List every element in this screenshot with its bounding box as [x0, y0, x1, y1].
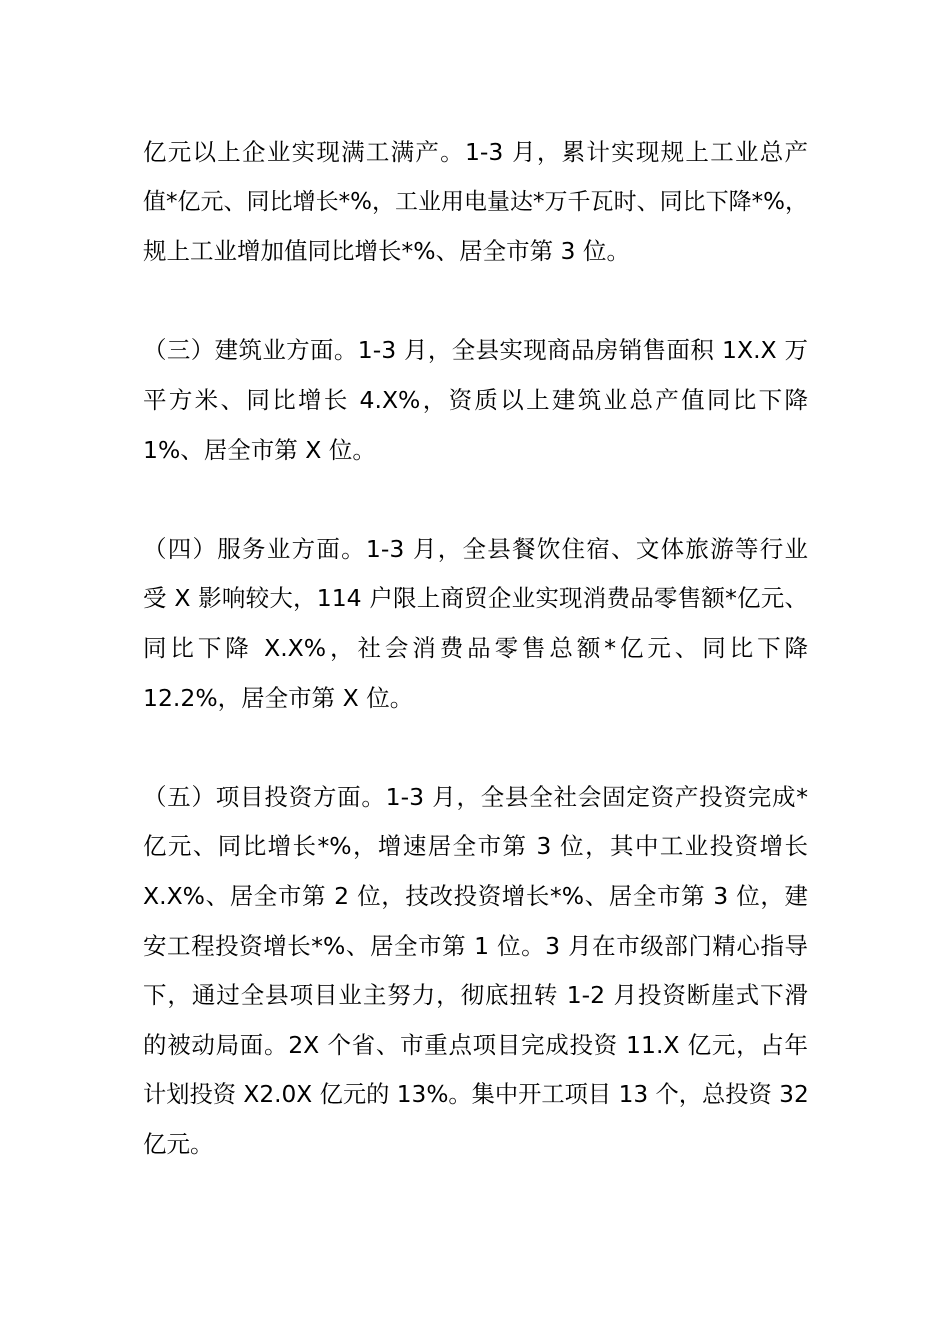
paragraph-services [143, 525, 808, 723]
text-line: （三）建筑业方面。1-3 月，全县实现商品房销售面积 1X.X 万 [143, 336, 808, 365]
text-line: 亿元。 [143, 1129, 214, 1158]
text-line: 下，通过全县项目业主努力，彻底扭转 1-2 月投资断崖式下滑 [143, 981, 808, 1010]
text-line: 受 X 影响较大，114 户限上商贸企业实现消费品零售额*亿元、 [143, 584, 808, 613]
paragraph-gap [143, 277, 808, 327]
text-line: 值*亿元、同比增长*%，工业用电量达*万千瓦时、同比下降*%， [143, 188, 808, 215]
text-line: （五）项目投资方面。1-3 月，全县全社会固定资产投资完成* [143, 782, 808, 811]
text-line: X.X%、居全市第 2 位，技改投资增长*%、居全市第 3 位，建 [143, 881, 808, 910]
document-page [143, 128, 808, 1169]
text-line: 1%、居全市第 X 位。 [143, 435, 376, 464]
paragraph-gap [143, 475, 808, 525]
paragraph-gap [143, 723, 808, 773]
text-line: 安工程投资增长*%、居全市第 1 位。3 月在市级部门精心指导 [143, 931, 808, 960]
text-line: 计划投资 X2.0X 亿元的 13%。集中开工项目 13 个，总投资 32 [143, 1081, 809, 1109]
paragraph-investment [143, 773, 808, 1170]
paragraph-construction [143, 326, 808, 475]
paragraph-industry [143, 128, 808, 277]
text-line: 12.2%，居全市第 X 位。 [143, 683, 414, 712]
text-line: （四）服务业方面。1-3 月，全县餐饮住宿、文体旅游等行业 [143, 534, 808, 563]
text-line: 规上工业增加值同比增长*%、居全市第 3 位。 [143, 237, 630, 266]
text-line: 亿元、同比增长*%，增速居全市第 3 位，其中工业投资增长 [143, 832, 808, 861]
text-line: 同比下降 X.X%，社会消费品零售总额*亿元、同比下降 [143, 633, 808, 662]
text-line: 的被动局面。2X 个省、市重点项目完成投资 11.X 亿元，占年 [143, 1030, 808, 1059]
text-line: 平方米、同比增长 4.X%，资质以上建筑业总产值同比下降 [143, 385, 808, 414]
text-line: 亿元以上企业实现满工满产。1-3 月，累计实现规上工业总产 [143, 138, 808, 166]
